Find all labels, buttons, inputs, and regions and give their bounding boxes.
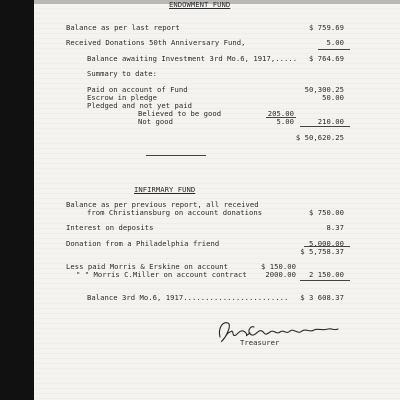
infirmary-less-paid-amount: $ 150.00 [260, 262, 296, 271]
total-rule [300, 126, 350, 127]
infirmary-previous-label-2: from Christiansburg on account donations [87, 208, 263, 217]
treasurer-title: Treasurer [240, 338, 280, 347]
infirmary-interest-label: Interest on deposits [66, 223, 154, 232]
endowment-paid-amount: 50,300.25 [304, 85, 344, 94]
page-left-edge [0, 0, 34, 400]
endowment-awaiting-amount: $ 764.69 [308, 54, 344, 63]
endowment-pledged-total: 210.00 [317, 117, 344, 126]
pledge-rule [266, 117, 296, 118]
infirmary-previous-label-1: Balance as per previous report, all received [66, 200, 259, 209]
endowment-balance-amount: $ 759.69 [308, 23, 344, 32]
endowment-summary-label: Summary to date: [87, 69, 158, 78]
endowment-grand-total: $ 50,620.25 [295, 133, 344, 142]
infirmary-previous-amount: $ 750.00 [308, 208, 344, 217]
endowment-not-good-label: Not good [138, 117, 174, 126]
endowment-believed-amount: 205.00 [267, 109, 294, 118]
endowment-heading: ENDOWMENT FUND [169, 0, 231, 9]
infirmary-miller-amount: 2000.00 [265, 270, 296, 279]
endowment-pledged-label: Pledged and not yet paid [87, 101, 193, 110]
endowment-believed-label: Believed to be good [138, 109, 222, 118]
infirmary-interest-amount: 8.37 [326, 223, 344, 232]
endowment-paid-label: Paid on account of Fund [87, 85, 188, 94]
infirmary-heading: INFIRMARY FUND [134, 185, 196, 194]
infirmary-balance-label: Balance 3rd Mo.6, 1917........................ [87, 293, 289, 302]
endowment-escrow-amount: 50.00 [322, 93, 344, 102]
endowment-not-good-amount: 5.00 [276, 117, 294, 126]
infirmary-less-total: 2 150.00 [308, 270, 344, 279]
infirmary-less-paid-label: Less paid Morris & Erskine on account [66, 262, 228, 271]
endowment-balance-label: Balance as per last report [66, 23, 180, 32]
infirmary-subtotal: $ 5,758.37 [300, 247, 344, 256]
infirmary-miller-label: " " Morris C.Miller on account contract [76, 270, 247, 279]
less-rule [300, 280, 350, 281]
section-divider [146, 155, 206, 156]
subtotal-rule [318, 49, 350, 50]
endowment-awaiting-label: Balance awaiting Investment 3rd Mo.6, 1917,..... [87, 54, 298, 63]
endowment-received-amount: 5.00 [326, 38, 344, 47]
infirmary-balance-amount: $ 3 608.37 [300, 293, 344, 302]
endowment-escrow-label: Escrow in pledge [87, 93, 158, 102]
infirmary-donation-label: Donation from a Philadelphia friend [66, 239, 220, 248]
infirmary-donation-amount: 5,000.00 [308, 239, 344, 248]
endowment-received-label: Received Donations 50th Anniversary Fund, [66, 38, 246, 47]
